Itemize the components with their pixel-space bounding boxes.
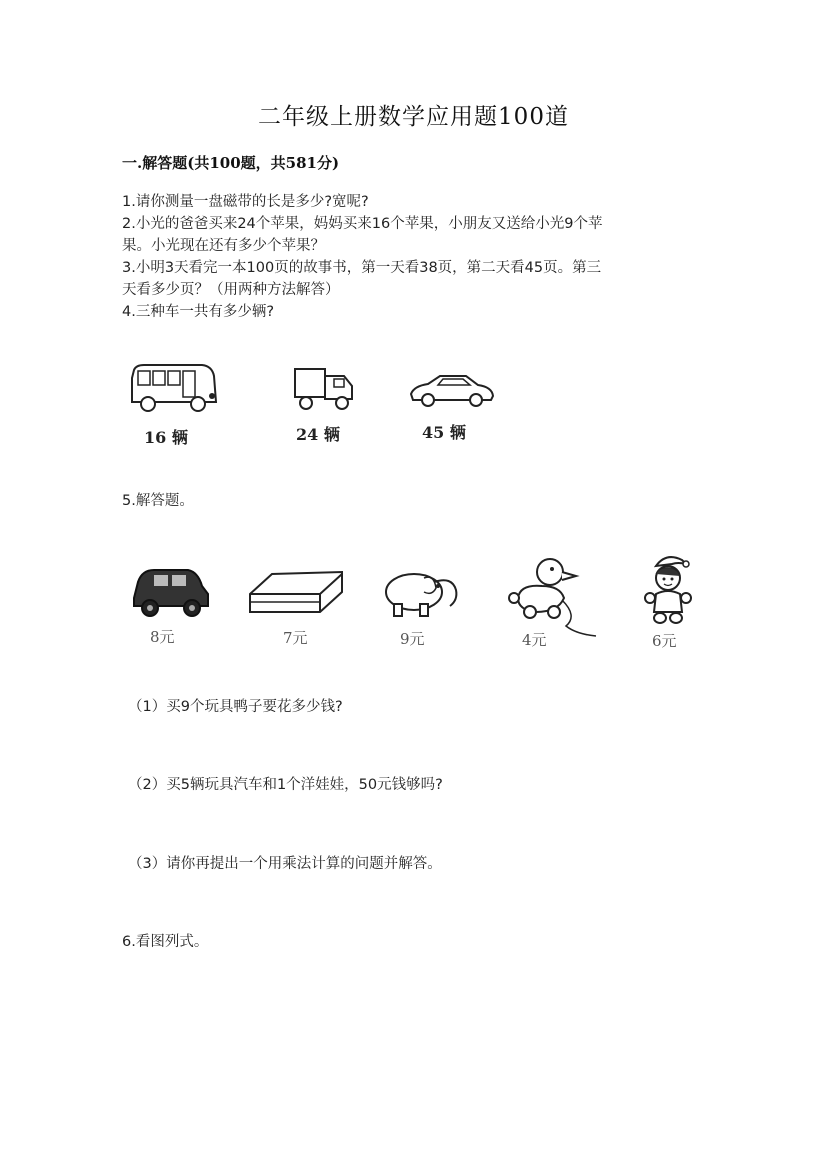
toy-elephant-price: 9元 (400, 630, 425, 648)
question-6: 6.看图列式。 (122, 934, 209, 950)
truck-icon (292, 366, 358, 412)
toy-car-icon (130, 564, 212, 620)
car-icon (408, 372, 496, 408)
doll-icon (642, 552, 694, 628)
toy-duck-icon (506, 556, 600, 640)
section-heading: 一.解答题(共100题，共581分) (122, 154, 340, 172)
question-1: 1.请你测量一盘磁带的长是多少?宽呢? (122, 194, 369, 210)
question-2-line-1: 2.小光的爸爸买来24个苹果，妈妈买来16个苹果，小朋友又送给小光9个苹 (122, 216, 603, 232)
truck-count-label: 24 辆 (296, 425, 340, 444)
toy-car-price: 8元 (150, 628, 175, 646)
question-5: 5.解答题。 (122, 493, 194, 509)
pencil-box-price: 7元 (283, 629, 308, 647)
pencil-box-icon (246, 568, 346, 616)
subquestion-3: （3）请你再提出一个用乘法计算的问题并解答。 (128, 856, 442, 872)
bus-icon (128, 362, 220, 414)
subquestion-1: （1）买9个玩具鸭子要花多少钱? (128, 699, 343, 715)
question-4: 4.三种车一共有多少辆? (122, 304, 275, 320)
car-count-label: 45 辆 (422, 423, 466, 442)
toy-elephant-icon (378, 566, 462, 620)
bus-count-label: 16 辆 (144, 428, 188, 447)
question-2-line-2: 果。小光现在还有多少个苹果？ (122, 238, 325, 254)
page-title: 二年级上册数学应用题100道 (258, 104, 569, 130)
question-3-line-1: 3.小明3天看完一本100页的故事书，第一天看38页，第二天看45页。第三 (122, 260, 602, 276)
subquestion-2: （2）买5辆玩具汽车和1个洋娃娃，50元钱够吗? (128, 777, 443, 793)
question-3-line-2: 天看多少页？（用两种方法解答） (122, 282, 340, 298)
doll-price: 6元 (652, 632, 677, 650)
toy-duck-price: 4元 (522, 631, 547, 649)
